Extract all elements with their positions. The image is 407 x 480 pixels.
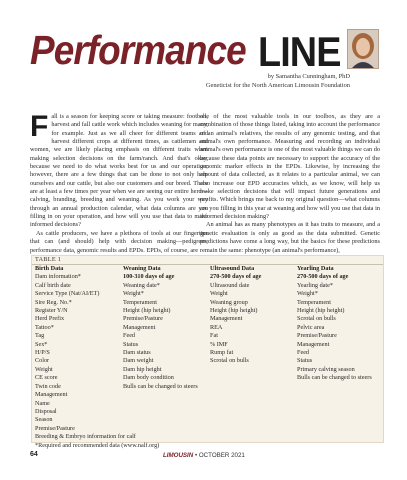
table-cell: REA — [210, 323, 223, 331]
byline — [60, 72, 350, 90]
table-cell: Dam weight — [123, 357, 154, 365]
table-cell: Register Y/N — [35, 307, 68, 315]
table-cell: Feed — [297, 349, 310, 357]
article-paragraph: one of the most valuable tools in our toolbox, as they are a combination of those things listed, taking into account the performance of an animal's relatives, the results of any genomic testing, and that animal's own performance. Measuring and recording an individual animal's own performance is one of the most valuable things we can do because these data points are necessary to support the accuracy of the genomic marker effects in the EPDs. Likewise, by increasing the amount of data collected, as it relates to a particular animal, we can also increase our EPD accuracies which, as we know, will help us make selection decisions that will impact future generations and profits. Which brings me back to my original question—what columns are you filling in this year at weaning and how will you use that data in informed decision making? — [200, 113, 380, 221]
table-cell: Height (hip height) — [297, 307, 345, 315]
table-column-weaning — [123, 265, 198, 391]
page-number: 64 — [30, 451, 38, 458]
table-cell: Dam body condition — [123, 374, 174, 382]
byline-role: Geneticist for the North American Limousin Foundation — [205, 82, 350, 89]
table-cell: Season — [35, 416, 53, 424]
column-subheader: 100-310 days of age — [123, 273, 175, 281]
table-cell: Bulls can be changed to steers — [123, 382, 198, 390]
table-cell: Dam information* — [35, 273, 81, 281]
table-cell: Scrotal on bulls — [210, 357, 249, 365]
table-cell: Pelvic area — [297, 323, 325, 331]
table-cell: Height (hip height) — [123, 307, 171, 315]
table-cell: Herd Prefix — [35, 315, 65, 323]
column-subheader: 270-500 days of age — [297, 273, 349, 281]
table-cell: Dam status — [123, 349, 151, 357]
column-header: Yearling Data — [297, 265, 334, 272]
masthead-performance: Performance — [30, 27, 246, 73]
byline-author: by Samantha Cunningham, PhD — [267, 73, 350, 80]
table-cell: Management — [297, 340, 330, 348]
table-cell: Feed — [123, 332, 136, 340]
publication-logo: LIMOUSIN — [163, 452, 194, 459]
table-cell: Weight — [35, 365, 53, 373]
table-cell: Weight — [210, 290, 228, 298]
table-cell: Weight* — [123, 290, 144, 298]
article-column-left — [30, 110, 208, 255]
table-cell: Disposal — [35, 407, 57, 415]
table-cell: Weaning group — [210, 298, 248, 306]
table-cell: % IMF — [210, 340, 228, 348]
table-cell: Sire Reg. No.* — [35, 298, 72, 306]
table-cell: Management — [210, 315, 243, 323]
table-cell: Twin code — [35, 382, 61, 390]
column-header: Weaning Data — [123, 265, 161, 272]
table-cell: Premise/Pasture — [297, 332, 337, 340]
table-cell: Tattoo* — [35, 323, 54, 331]
column-header: Birth Data — [35, 265, 64, 272]
data-table — [31, 255, 384, 449]
issue-date: • OCTOBER 2021 — [194, 452, 245, 459]
table-cell: Height (hip height) — [210, 307, 258, 315]
article-paragraph: An animal has as many phenotypes as it has traits to measure, and a genetic evaluation is only as good as the data submitted. Genetic predictions have come a long way, but the basics for these predictions remain the same: phenotype (an animal's performance), — [200, 221, 380, 254]
table-cell: Yearling date* — [297, 281, 333, 289]
table-cell: Color — [35, 357, 50, 365]
table-cell: Premise/Pasture — [35, 424, 75, 432]
table-cell: Fat — [210, 332, 218, 340]
table-cell: CE score — [35, 374, 58, 382]
masthead — [30, 28, 380, 78]
table-cell: Ultrasound date — [210, 281, 250, 289]
drop-cap: F — [30, 110, 49, 143]
table-cell: Premise/Pasture — [123, 315, 163, 323]
table-cell: Tag — [35, 332, 45, 340]
table-title: TABLE 1 — [35, 256, 62, 263]
article-paragraph: all is a season for keeping score or taking measure: football, harvest and fall cattle work which includes weaning for many, for example. Just as we all cheer for different teams and harvest different crops at different times, as cattlemen and women, we are likely placing emphasis on different traits when making selection decisions on the farm/ranch. And that's okay, because we need to do what works best for us and our operation; however, there are a few things that can be done to not only help ourselves and our cattle, but also our customers and our breed. There are at least a few times per year when we are seeing our entire herd—calving, branding, breeding and weaning. As you work your way through an annual production calendar, what data columns are you filling in on your operation, and how will you use that data to make informed decisions? — [30, 113, 208, 229]
table-cell: Primary calving season — [297, 365, 355, 373]
masthead-line: LINE — [258, 28, 341, 75]
table-cell: Name — [35, 399, 50, 407]
table-cell: Weaning date* — [123, 281, 160, 289]
author-headshot — [347, 29, 379, 69]
table-column-yearling — [297, 265, 372, 383]
table-cell: Rump fat — [210, 349, 234, 357]
table-cell: Service Type (Nat/AI/ET) — [35, 290, 100, 298]
table-cell: Calf birth date — [35, 281, 71, 289]
table-cell: Status — [297, 357, 313, 365]
table-cell: Dam hip height — [123, 365, 162, 373]
table-cell: Sex* — [35, 340, 48, 348]
table-cell: Temperament — [123, 298, 157, 306]
table-cell: H/P/S — [35, 349, 50, 357]
table-footnote: *Required and recommended data (www.nalf.org) — [35, 441, 160, 449]
table-cell: Management — [123, 323, 156, 331]
publication-footer — [163, 452, 245, 459]
table-cell: Weight* — [297, 290, 318, 298]
table-cell: Breeding & Embryo information for calf — [35, 433, 136, 441]
table-cell: Temperament — [297, 298, 331, 306]
table-cell: Bulls can be changed to steers — [297, 374, 372, 382]
table-column-ultrasound — [210, 265, 261, 366]
table-cell: Scrotal on bulls — [297, 315, 336, 323]
table-cell: Management — [35, 391, 68, 399]
article-paragraph: As cattle producers, we have a plethora of tools at our fingertips that can (and should) help with decision making—pedigrees, performance data, genomic results and EPDs. EPDs, of course, are — [30, 229, 208, 254]
article-column-right — [200, 113, 380, 255]
table-cell: Status — [123, 340, 139, 348]
column-subheader: 270-500 days of age — [210, 273, 262, 281]
column-header: Ultrasound Data — [210, 265, 255, 272]
